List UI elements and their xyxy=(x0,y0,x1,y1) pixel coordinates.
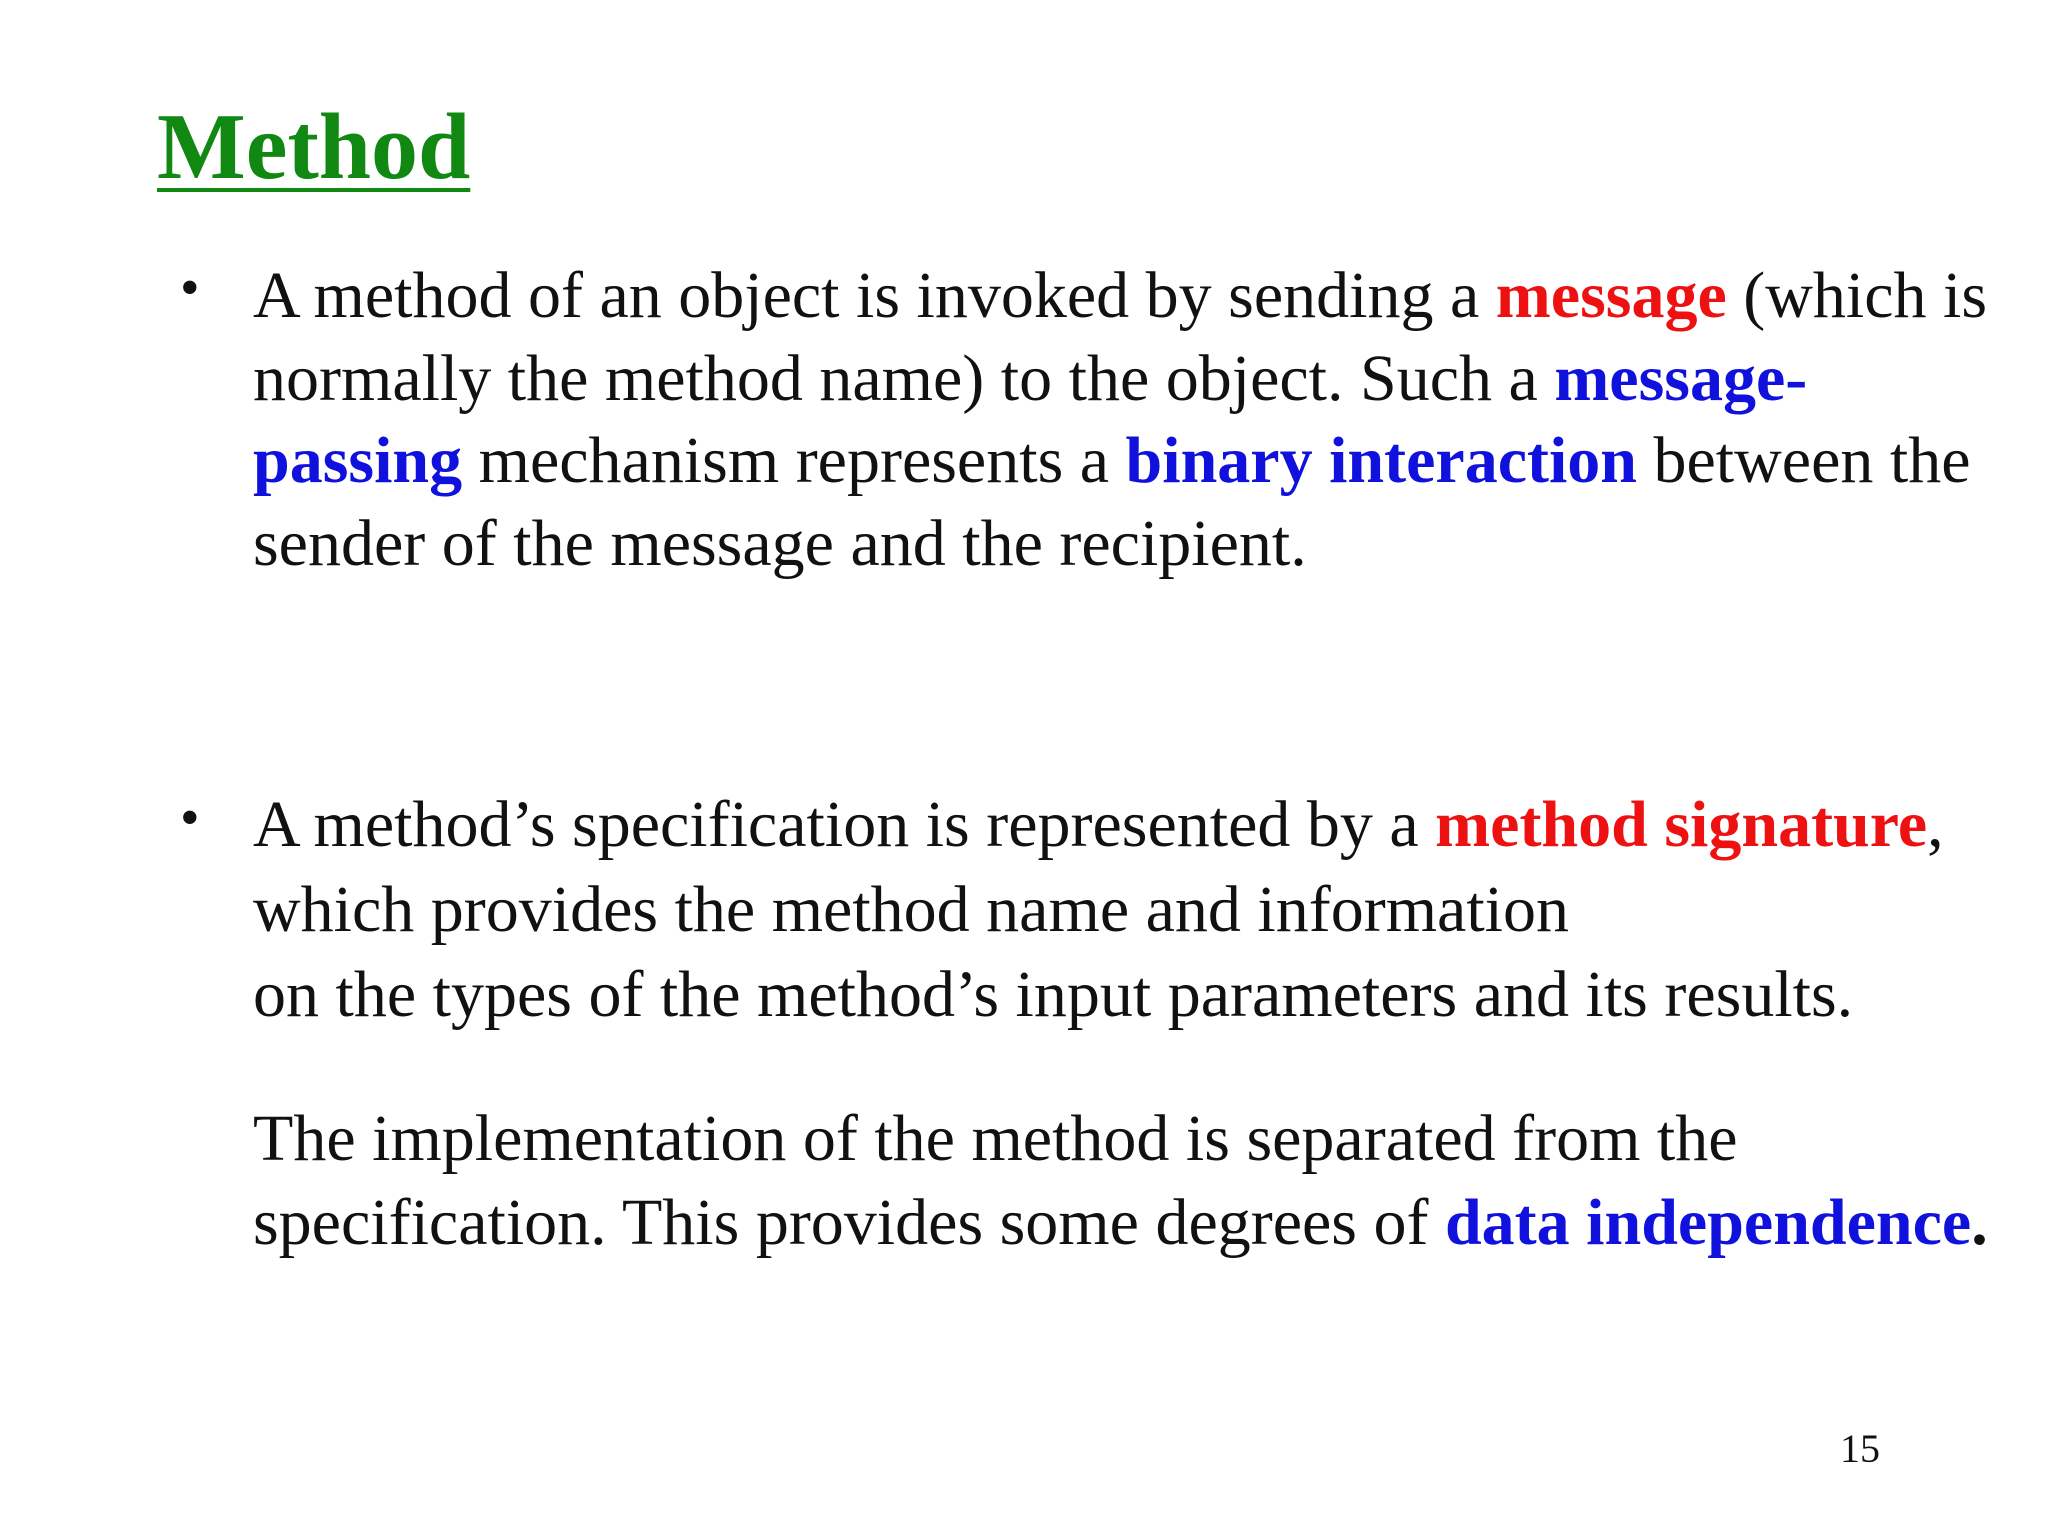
bullet-marker-2: • xyxy=(180,787,200,849)
bullet2-text-2: , which provides the method name and information xyxy=(253,788,1944,946)
bullet1-text-3: mechanism represents a xyxy=(462,424,1126,497)
bullet1-text-1: A method of an object is invoked by sending a xyxy=(253,259,1496,332)
page-number: 15 xyxy=(1840,1426,1880,1471)
bullet-marker-1: • xyxy=(180,257,200,319)
keyword-message-passing: message-passing xyxy=(253,341,1808,497)
keyword-data-independence: data independence xyxy=(1444,1186,1972,1259)
keyword-message: message xyxy=(1495,259,1727,332)
paragraph3-period: . xyxy=(1971,1186,1988,1259)
bullet2-text-1: A method’s specification is represented by a xyxy=(253,788,1436,861)
keyword-method-signature: method signature xyxy=(1435,788,1928,861)
bullet2-text-3: on the types of the method’s input parameters and its results. xyxy=(253,958,1854,1031)
implementation-paragraph xyxy=(253,1097,1993,1265)
bullet1-text-4: between the sender of the message and the recipient. xyxy=(253,424,1971,580)
paragraph3-text-1: The implementation of the method is separated from the specification. This provides some degrees of xyxy=(253,1102,1738,1259)
bullet-paragraph-2 xyxy=(253,782,1993,1037)
bullet-paragraph-1 xyxy=(253,255,1993,585)
keyword-binary-interaction: binary interaction xyxy=(1125,424,1638,497)
bullet1-text-2: (which is normally the method name) to the object. Such a xyxy=(253,259,1988,415)
slide-title: Method xyxy=(157,95,471,199)
